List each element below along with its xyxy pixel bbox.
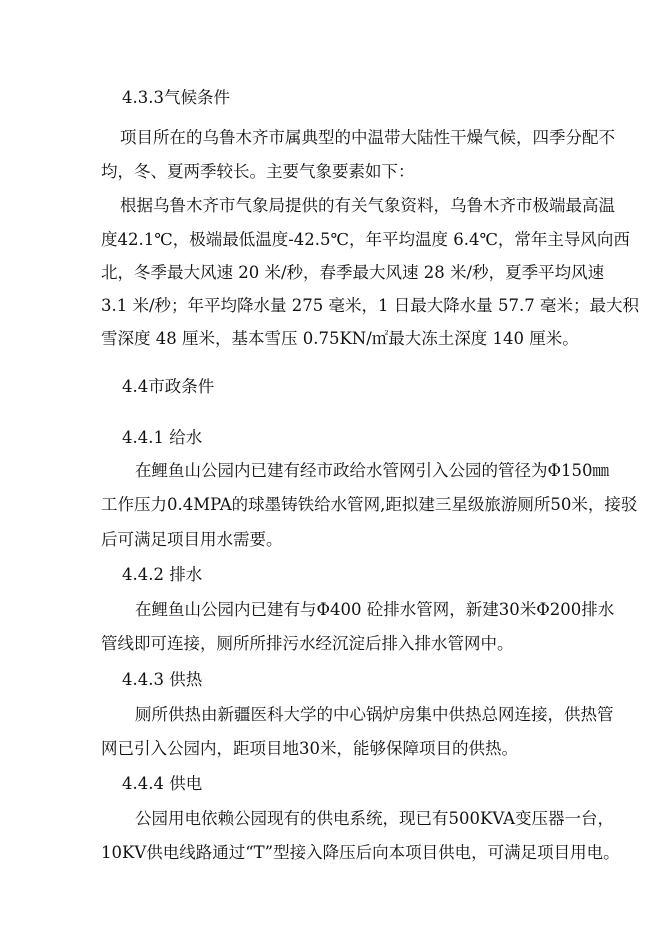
paragraph-line: 根据乌鲁木齐市气象局提供的有关气象资料，乌鲁木齐市极端最高温 (120, 196, 615, 215)
section-heading-4-4-4: 4.4.4 供电 (122, 774, 203, 793)
paragraph-line: 在鲤鱼山公园内已建有经市政给水管网引入公园的管径为Φ150㎜ (135, 461, 610, 480)
paragraph-line: 网已引入公园内，距项目地30米，能够保障项目的供热。 (101, 739, 518, 758)
section-heading-4-4-3: 4.4.3 供热 (122, 670, 203, 689)
paragraph-line: 雪深度 48 厘米，基本雪压 0.75KN/㎡最大冻土深度 140 厘米。 (101, 329, 579, 348)
section-heading-4-4-1: 4.4.1 给水 (122, 428, 203, 447)
section-heading-4-4-2: 4.4.2 排水 (122, 565, 203, 584)
paragraph-line: 10KV供电线路通过“T”型接入降压后向本项目供电，可满足项目用电。 (101, 843, 620, 862)
paragraph-line: 管线即可连接，厕所所排污水经沉淀后排入排水管网中。 (101, 634, 514, 653)
paragraph-line: 后可满足项目用水需要。 (101, 530, 283, 549)
section-heading-4-4: 4.4市政条件 (122, 377, 215, 396)
paragraph-line: 3.1 米/秒；年平均降水量 275 毫米，1 日最大降水量 57.7 毫米；最大积 (101, 296, 639, 315)
paragraph-line: 厕所供热由新疆医科大学的中心锅炉房集中供热总网连接，供热管 (135, 705, 614, 724)
paragraph-line: 度42.1℃，极端最低温度-42.5℃，年平均温度 6.4℃，常年主导风向西 (101, 230, 630, 249)
paragraph-line: 项目所在的乌鲁木齐市属典型的中温带大陆性干燥气候，四季分配不 (120, 128, 615, 147)
paragraph-line: 北，冬季最大风速 20 米/秒，春季最大风速 28 米/秒，夏季平均风速 (101, 263, 605, 282)
paragraph-line: 工作压力0.4MPA的球墨铸铁给水管网,距拟建三星级旅游厕所50米，接驳 (101, 495, 638, 514)
paragraph-line: 均，冬、夏两季较长。主要气象要素如下： (101, 162, 415, 181)
section-heading-4-3-3: 4.3.3气候条件 (122, 88, 230, 107)
paragraph-line: 在鲤鱼山公园内已建有与Φ400 砼排水管网，新建30米Φ200排水 (135, 600, 615, 619)
paragraph-line: 公园用电依赖公园现有的供电系统，现已有500KVA变压器一台， (135, 809, 615, 828)
